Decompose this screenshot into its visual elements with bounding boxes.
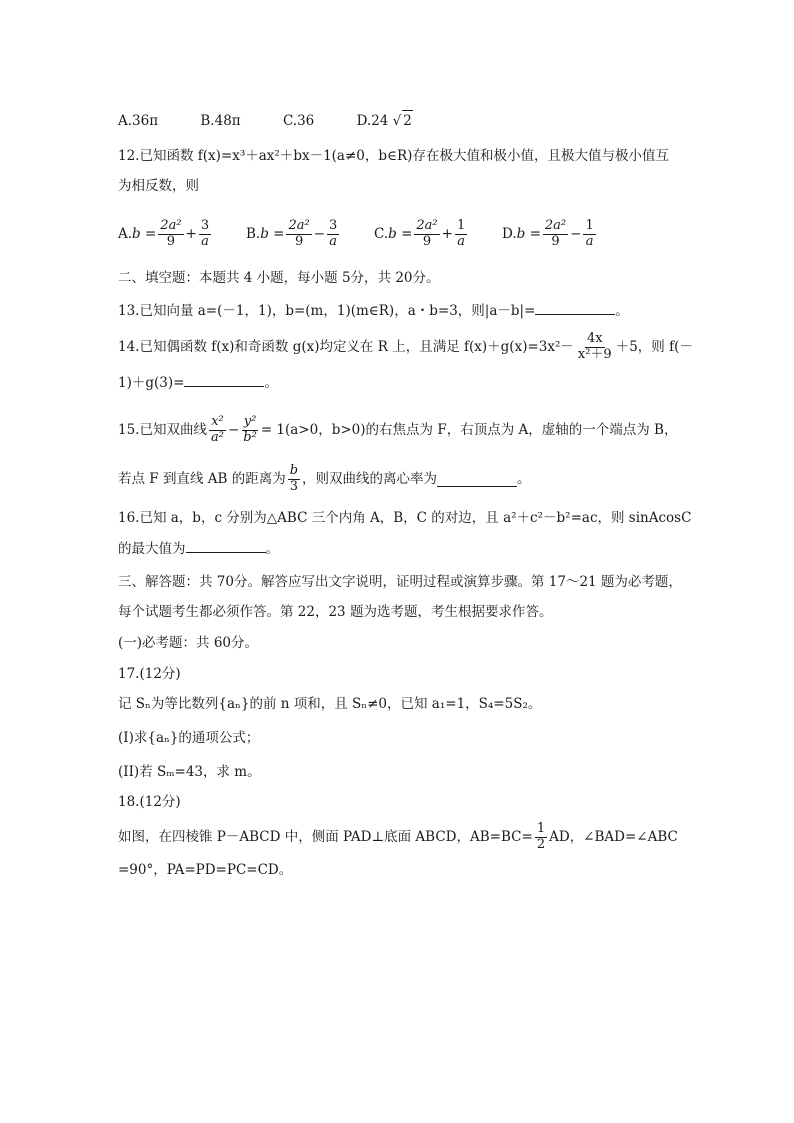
section-3-heading-line1: 三、解答题：共 70分。解答应写出文字说明，证明过程或演算步骤。第 17～21 题为必考题， — [118, 574, 682, 590]
q15-line2: 若点 F 到直线 AB 的距离为 $\frac{b}{3}$ ，则双曲线的离心率为 。 — [118, 462, 531, 494]
q16-line2: 的最大值为 。 — [118, 538, 279, 559]
q12-option-b: B. b = $\frac{\text{2a²}}{9}$ − $\frac{3}{a}$ — [246, 217, 338, 249]
q12-stem-line2: 为相反数，则 — [118, 178, 199, 194]
q12-option-d: D. b = $\frac{\text{2a²}}{9}$ − $\frac{1}{a}$ — [502, 217, 594, 249]
q14-line2: 1)＋g(3)= 。 — [118, 372, 278, 393]
q17-part2: (II)若 Sₘ=43，求 m。 — [118, 764, 261, 780]
q11-option-a: A.36π — [118, 113, 159, 129]
q11-options — [118, 110, 413, 131]
q15-line1: 15.已知双曲线 $\frac{\text{x²}}{\text{a²}}$ − $\frac{\text{y²}}{\text{b²}}$ = 1(a>0，b>0)的右焦点为 F，右顶点为 A，虚轴的一个端点为 B， — [118, 413, 678, 445]
q17-body: 记 Sₙ为等比数列{aₙ}的前 n 项和，且 Sₙ≠0，已知 a₁=1，S₄=5S₂。 — [118, 696, 542, 712]
required-subsection: (一)必考题：共 60分。 — [118, 635, 259, 651]
q12-option-a: A. b = $\frac{\text{2a²}}{9}$ + $\frac{3}{a}$ — [118, 217, 210, 249]
q17-heading: 17.(12分) — [118, 666, 181, 682]
q14-line1: 14.已知偶函数 f(x)和奇函数 g(x)均定义在 R 上，且满足 f(x)＋g(x)=3x²－ $\frac{4x}{\text{x²＋9}}$ ＋5，则 f(－ — [118, 330, 693, 362]
q12-stem-line1: 12.已知函数 f(x)=x³＋ax²＋bx－1(a≠0，b∈R)存在极大值和极小值，且极大值与极小值互 — [118, 148, 669, 164]
q18-heading: 18.(12分) — [118, 794, 181, 810]
q15-answer-blank[interactable] — [437, 472, 517, 487]
q13-answer-blank[interactable] — [535, 300, 615, 315]
q11-option-c: C.36 — [282, 113, 315, 129]
q16-answer-blank[interactable] — [186, 538, 266, 553]
q13: 13.已知向量 a=(－1，1)，b=(m，1)(m∈R)，a・b=3，则|a－b|= 。 — [118, 300, 629, 321]
q17-part1: (I)求{aₙ}的通项公式； — [118, 730, 260, 746]
q11-option-b: B.48π — [200, 113, 241, 129]
q14-answer-blank[interactable] — [184, 372, 264, 387]
q16-line1: 16.已知 a，b，c 分别为△ABC 三个内角 A，B，C 的对边，且 a²＋c²－b²=ac，则 sinAcosC — [118, 510, 692, 526]
q11-option-d: D.24 √ 2 — [357, 113, 413, 129]
q12-options — [118, 212, 598, 256]
q18-line1: 如图，在四棱锥 P－ABCD 中，侧面 PAD⊥底面 ABCD，AB=BC= $\frac{1}{2}$ AD，∠BAD=∠ABC — [118, 820, 678, 852]
q12-option-c: C. b = $\frac{\text{2a²}}{9}$ + $\frac{1}{a}$ — [374, 217, 466, 249]
section-3-heading-line2: 每个试题考生都必须作答。第 22，23 题为选考题，考生根据要求作答。 — [118, 604, 553, 620]
q18-line2: =90°，PA=PD=PC=CD。 — [118, 862, 293, 878]
section-2-heading: 二、填空题：本题共 4 小题，每小题 5分，共 20分。 — [118, 270, 440, 286]
